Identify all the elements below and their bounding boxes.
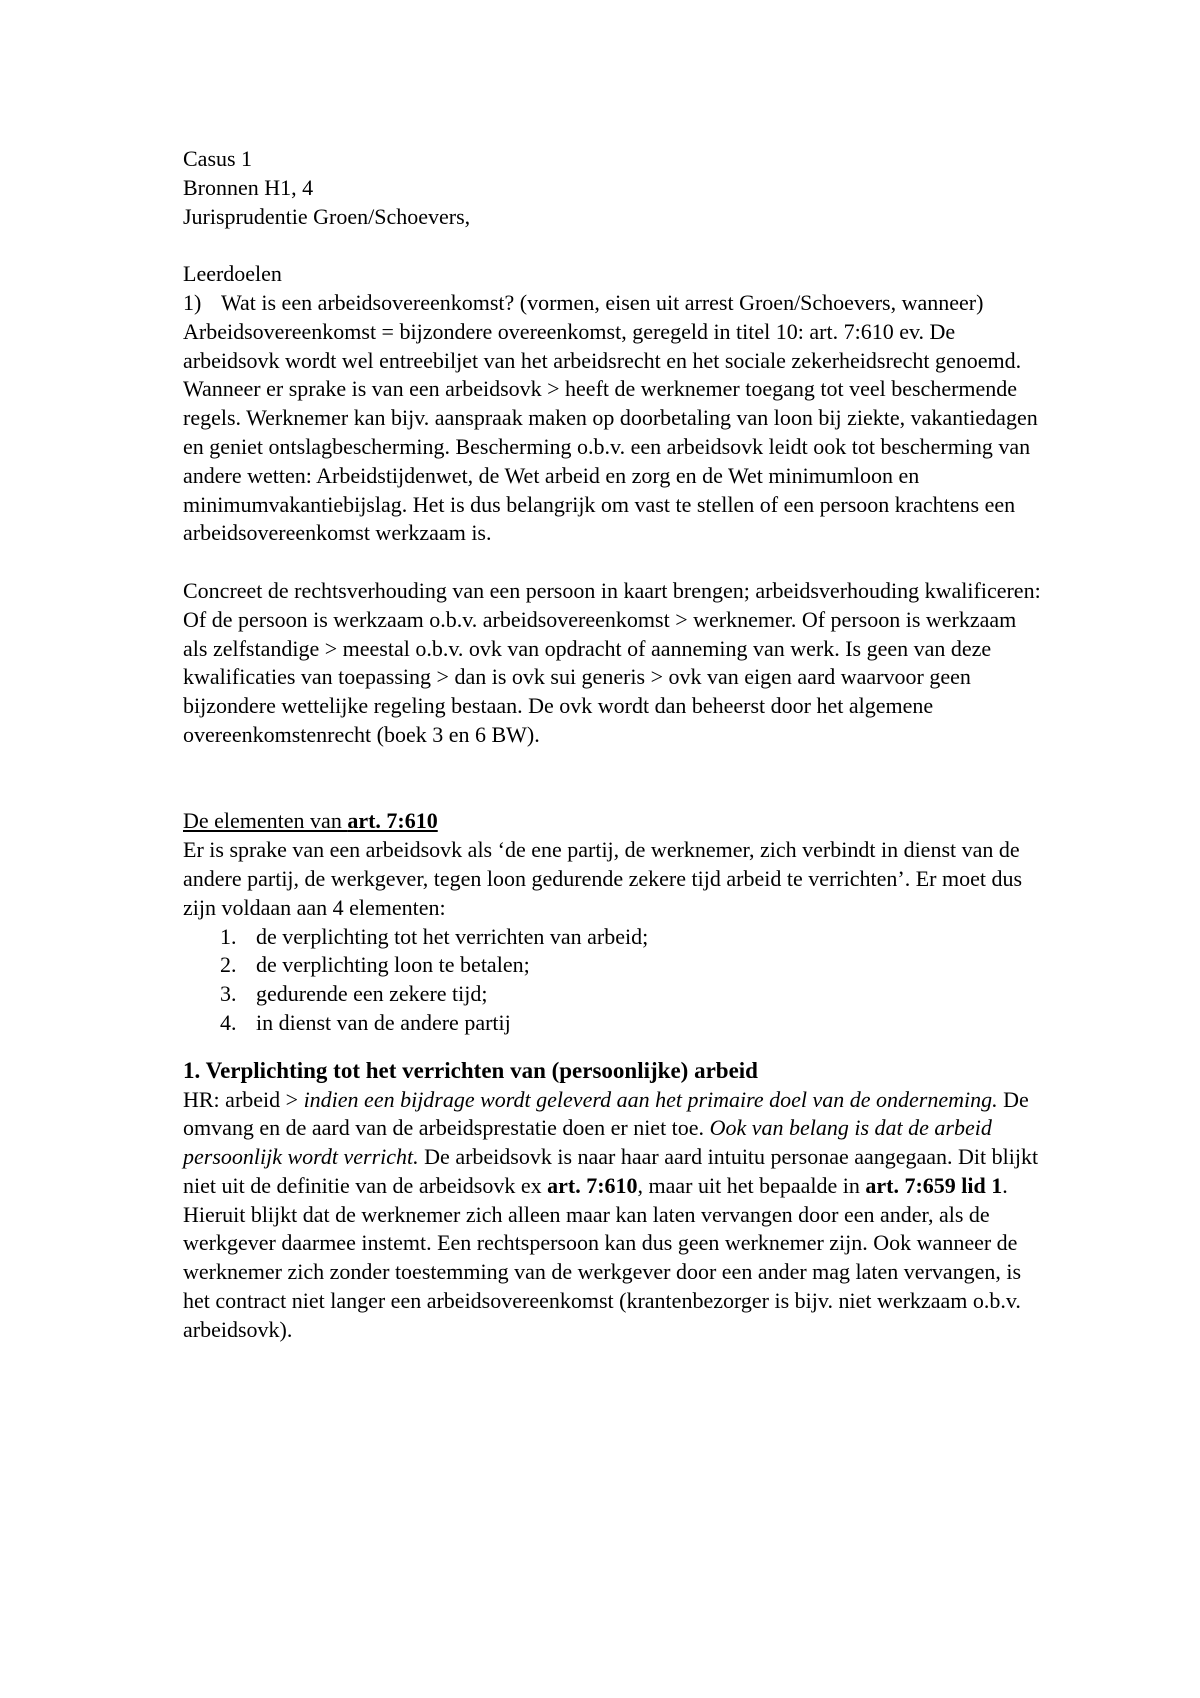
case-law-line: Jurisprudentie Groen/Schoevers, (183, 203, 471, 229)
article-reference: art. 7:610 (547, 1172, 638, 1198)
list-number: 1. (220, 923, 237, 949)
elements-intro: Er is sprake van een arbeidsovk als ‘de ene partij, de werknemer, zich verbindt in dienst van de andere partij, de werkgever, tegen loon gedurende zekere tijd arbeid te verrichten’. Er moet dus zijn voldaan aan 4 elementen: (183, 837, 1023, 920)
spacer (183, 548, 1043, 577)
hr-definition: indien een bijdrage wordt geleverd aan het primaire doel van de onderneming. (303, 1086, 998, 1112)
qualification-intro: Concreet de rechtsverhouding van een persoon in kaart brengen; arbeidsverhouding kwalificeren: (183, 577, 1041, 603)
element-item (183, 923, 1043, 952)
element-text: de verplichting tot het verrichten van arbeid; (256, 923, 649, 949)
document-body (183, 145, 1043, 1345)
sources-line: Bronnen H1, 4 (183, 174, 314, 200)
sentence: De omvang en de aard van de arbeidsprestatie doen er niet toe. (183, 1086, 1029, 1141)
element-text: de verplichting loon te betalen; (256, 952, 530, 978)
learning-goal-text: Wat is een arbeidsovereenkomst? (vormen, eisen uit arrest Groen/Schoevers, wanneer) (221, 289, 984, 315)
element-text: in dienst van de andere partij (256, 1009, 511, 1035)
section1-paragraph2: Hieruit blijkt dat de werknemer zich alleen maar kan laten vervangen door een ander, als de werkgever daarmee instemt. Een rechtspersoon kan dus geen werknemer zijn. Ook wanneer de werknemer zich zonder toestemming van de werkgever door een ander mag laten vervangen, is het contract niet langer een arbeidsovereenkomst (krantenbezorger is bijv. niet werkzaam o.b.v. arbeidsovk). (183, 1201, 1022, 1342)
list-number: 4. (220, 1009, 237, 1035)
list-number: 1) (183, 289, 202, 315)
spacer (183, 1038, 1043, 1057)
list-number: 2. (220, 952, 237, 978)
section1-paragraph (183, 1086, 1043, 1201)
elements-heading-article: art. 7:610 (347, 808, 438, 834)
sentence: . (1002, 1172, 1008, 1198)
learning-goal-item (183, 289, 1043, 318)
qualification-paragraph: Of de persoon is werkzaam o.b.v. arbeidsovereenkomst > werknemer. Of persoon is werkzaam als zelfstandige > meestal o.b.v. ovk van opdracht of aanneming van werk. Is geen van deze kwalificaties van toepassing > dan is ovk sui generis > ovk van eigen aard waarvoor geen bijzondere wettelijke regeling bestaan. De ovk wordt dan beheerst door het algemene overeenkomstenrecht (boek 3 en 6 BW). (183, 606, 1017, 747)
definition-paragraph: Arbeidsovereenkomst = bijzondere overeenkomst, geregeld in titel 10: art. 7:610 ev. De arbeidsovk wordt wel entreebiljet van het arbeidsrecht en het sociale zekerheidsrecht genoemd. Wanneer er sprake is van een arbeidsovk > heeft de werknemer toegang tot veel beschermende regels. Werknemer kan bijv. aanspraak maken op doorbetaling van loon bij ziekte, vakantiedagen en geniet ontslagbescherming. Bescherming o.b.v. een arbeidsovk leidt ook tot bescherming van andere wetten: Arbeidstijdenwet, de Wet arbeid en zorg en de Wet minimumloon en minimumvakantiebijslag. Het is dus belangrijk om vast te stellen of een persoon krachtens een arbeidsovereenkomst werkzaam is. (183, 318, 1038, 546)
sentence: De arbeidsovk is naar haar aard intuitu personae aangegaan. Dit blijkt niet uit de definitie van de arbeidsovk ex (183, 1144, 1039, 1198)
personal-work-note: Ook van belang is dat de arbeid persoonlijk wordt verricht. (183, 1115, 992, 1170)
element-text: gedurende een zekere tijd; (256, 981, 488, 1007)
article-reference: art. 7:659 lid 1 (865, 1172, 1003, 1198)
spacer (183, 231, 1043, 260)
elements-heading-text: De elementen van (183, 808, 348, 834)
element-item (183, 1009, 1043, 1038)
spacer (183, 750, 1043, 808)
elements-heading (183, 807, 1043, 836)
case-title: Casus 1 (183, 146, 253, 171)
learning-goals-title: Leerdoelen (183, 261, 282, 287)
element-item (183, 980, 1043, 1009)
sentence: , maar uit het bepaalde in (637, 1172, 866, 1198)
list-number: 3. (220, 981, 237, 1007)
hr-prefix: HR: arbeid > (183, 1086, 304, 1112)
element-item (183, 951, 1043, 980)
section1-heading: 1. Verplichting tot het verrichten van (persoonlijke) arbeid (183, 1057, 758, 1083)
